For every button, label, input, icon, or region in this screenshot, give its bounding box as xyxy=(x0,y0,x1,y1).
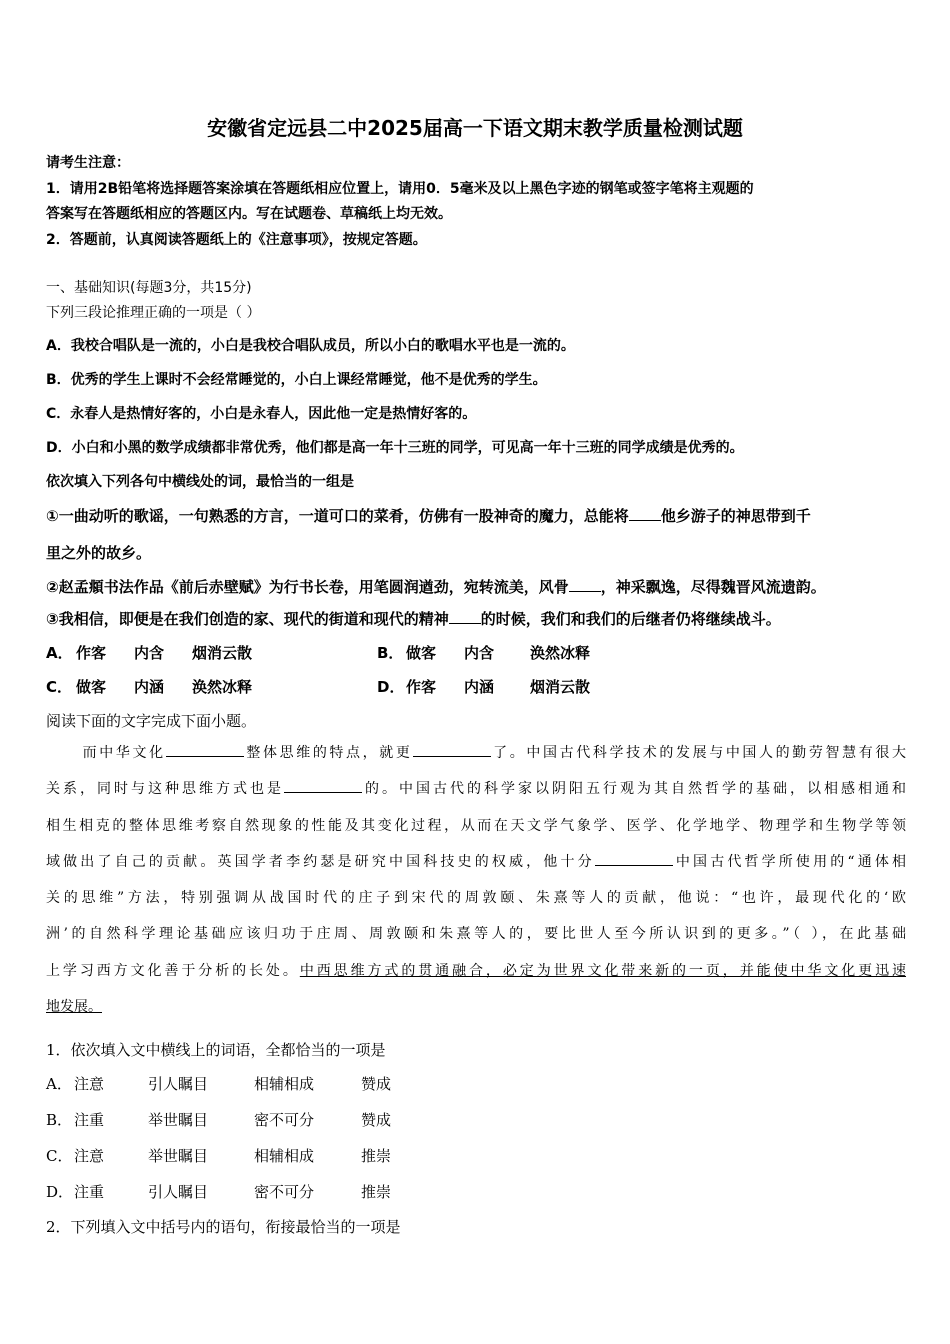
option-word-4: 推崇 xyxy=(361,1183,392,1201)
option-word-2: 内含 xyxy=(464,644,495,662)
option-word-2: 内涵 xyxy=(134,678,165,696)
fill-blank xyxy=(449,608,481,624)
passage-text: 域做出了自己的贡献。英国学者李约瑟是研究中国科技史的权威，他十分 xyxy=(46,853,595,870)
option-word-2: 举世瞩目 xyxy=(148,1111,209,1129)
passage-line-3: 相生相克的整体思维考察自然现象的性能及其变化过程，从而在天文学气象学、医学、化学地学、物理学和生物学等领 xyxy=(46,817,906,834)
option-label: B． xyxy=(46,1111,73,1129)
fill-blank xyxy=(595,851,673,866)
passage-line-5: 关的思维”方法，特别强调从战国时代的庄子到宋代的周敦颐、朱熹等人的贡献，他说：“也许，最现代化的‘欧 xyxy=(46,890,906,907)
option-word-2: 引人瞩目 xyxy=(148,1183,209,1201)
option-word-1: 注重 xyxy=(74,1111,105,1129)
underlined-sentence: 中西思维方式的贯通融合，必定为世界文化带来新的一页，并能使中华文化更迅速 xyxy=(299,962,907,979)
q2-s1-part-b: 他乡游子的神思带到千 xyxy=(660,507,811,525)
notice-line-1: 1．请用2B铅笔将选择题答案涂填在答题纸相应位置上，请用0．5毫米及以上黑色字迹的钢笔或签字笔将主观题的 xyxy=(46,181,754,197)
option-label: B． xyxy=(377,644,404,662)
passage-text: 整体思维的特点，就更 xyxy=(243,745,413,761)
sub2-stem: 2．下列填入文中括号内的语句，衔接最恰当的一项是 xyxy=(46,1218,401,1236)
option-word-1: 注意 xyxy=(74,1147,105,1165)
reading-intro: 阅读下面的文字完成下面小题。 xyxy=(46,712,257,730)
option-word-3: 涣然冰释 xyxy=(192,678,253,696)
option-word-4: 赞成 xyxy=(361,1075,392,1093)
option-word-2: 内涵 xyxy=(464,678,495,696)
q2-sentence-1 xyxy=(46,505,811,526)
q2-s2-part-a: ②赵孟頫书法作品《前后赤壁赋》为行书长卷，用笔圆润遒劲，宛转流美，风骨 xyxy=(46,578,569,596)
passage-line-1 xyxy=(46,735,906,771)
option-label: A． xyxy=(46,644,73,662)
passage-line-7 xyxy=(46,953,906,989)
option-word-3: 相辅相成 xyxy=(254,1075,315,1093)
q2-stem: 依次填入下列各句中横线处的词，最恰当的一组是 xyxy=(46,474,354,490)
option-word-2: 内含 xyxy=(134,644,165,662)
reading-passage xyxy=(46,735,906,1025)
sub1-stem: 1．依次填入文中横线上的词语，全都恰当的一项是 xyxy=(46,1041,386,1059)
option-word-1: 作客 xyxy=(76,644,107,662)
passage-line-4 xyxy=(46,844,906,880)
option-word-1: 做客 xyxy=(76,678,107,696)
q1-stem: 下列三段论推理正确的一项是（ ） xyxy=(46,305,261,321)
option-label: D． xyxy=(46,1183,74,1201)
option-word-1: 做客 xyxy=(406,644,437,662)
passage-line-6: 洲’的自然科学理论基础应该归功于庄周、周敦颐和朱熹等人的，要比世人至今所认识到的更多。”（ ），在此基础 xyxy=(46,926,906,943)
passage-text: 上学习西方文化善于分析的长处。 xyxy=(46,962,300,979)
q2-s3-part-a: ③我相信，即便是在我们创造的家、现代的街道和现代的精神 xyxy=(46,610,449,628)
option-word-1: 注意 xyxy=(74,1075,105,1093)
section-heading: 一、基础知识(每题3分，共15分) xyxy=(46,280,252,296)
passage-line-8 xyxy=(46,989,906,1025)
option-word-2: 举世瞩目 xyxy=(148,1147,209,1165)
passage-text: 中国古代哲学所使用的“通体相 xyxy=(672,853,906,870)
page-title: 安徽省定远县二中2025届高一下语文期末教学质量检测试题 xyxy=(207,116,743,140)
passage-text: 了。中国古代科学技术的发展与中国人的勤劳智慧有很大 xyxy=(490,745,907,761)
q2-s3-part-b: 的时候，我们和我们的后继者仍将继续战斗。 xyxy=(480,610,781,628)
option-word-3: 密不可分 xyxy=(254,1111,315,1129)
q2-s2-part-b: ，神采飘逸，尽得魏晋风流遗韵。 xyxy=(600,578,826,596)
option-word-3: 密不可分 xyxy=(254,1183,315,1201)
passage-text: 关系，同时与这种思维方式也是 xyxy=(46,781,284,798)
passage-text: 的。中国古代的科学家以阴阳五行观为其自然哲学的基础，以相感相通和 xyxy=(362,781,906,798)
option-word-4: 赞成 xyxy=(361,1111,392,1129)
fill-blank xyxy=(166,742,244,757)
option-word-4: 推崇 xyxy=(361,1147,392,1165)
notice-heading: 请考生注意： xyxy=(46,155,130,171)
option-word-1: 作客 xyxy=(406,678,437,696)
q1-option-d: D．小白和小黑的数学成绩都非常优秀，他们都是高一年十三班的同学，可见高一年十三班的同学成绩是优秀的。 xyxy=(46,440,744,456)
option-word-3: 相辅相成 xyxy=(254,1147,315,1165)
option-word-3: 烟消云散 xyxy=(192,644,253,662)
q2-s1-part-a: ①一曲动听的歌谣，一句熟悉的方言，一道可口的菜肴，仿佛有一股神奇的魔力，总能将 xyxy=(46,507,629,525)
passage-line-2 xyxy=(46,771,906,807)
fill-blank xyxy=(413,742,491,757)
option-label: D． xyxy=(377,678,405,696)
option-word-3: 涣然冰释 xyxy=(530,644,591,662)
notice-line-1b: 答案写在答题纸相应的答题区内。写在试题卷、草稿纸上均无效。 xyxy=(46,206,452,222)
option-label: C． xyxy=(46,678,73,696)
q2-sentence-3 xyxy=(46,608,781,629)
fill-blank xyxy=(569,576,601,592)
option-word-2: 引人瞩目 xyxy=(148,1075,209,1093)
option-label: C． xyxy=(46,1147,73,1165)
q2-sentence-2 xyxy=(46,576,826,597)
option-word-1: 注重 xyxy=(74,1183,105,1201)
q1-option-a: A．我校合唱队是一流的，小白是我校合唱队成员，所以小白的歌唱水平也是一流的。 xyxy=(46,338,575,354)
q1-option-b: B．优秀的学生上课时不会经常睡觉的，小白上课经常睡觉，他不是优秀的学生。 xyxy=(46,372,547,388)
fill-blank xyxy=(284,778,362,793)
notice-line-2: 2．答题前，认真阅读答题纸上的《注意事项》，按规定答题。 xyxy=(46,232,427,248)
underlined-sentence: 地发展。 xyxy=(46,999,102,1016)
q2-s1-part-c: 里之外的故乡。 xyxy=(46,544,152,562)
passage-text: 而中华文化 xyxy=(80,745,166,761)
option-word-3: 烟消云散 xyxy=(530,678,591,696)
option-label: A． xyxy=(46,1075,72,1093)
q1-option-c: C．永春人是热情好客的，小白是永春人，因此他一定是热情好客的。 xyxy=(46,406,477,422)
fill-blank xyxy=(629,505,661,521)
